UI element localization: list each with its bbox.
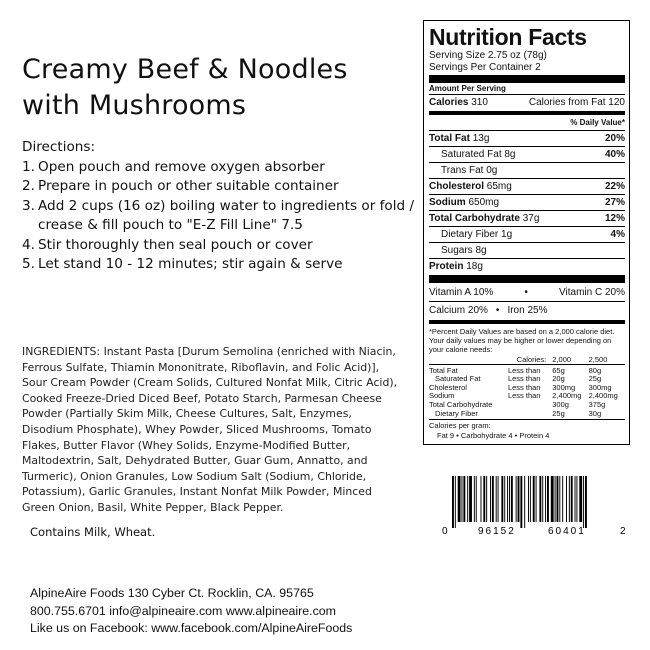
mineral-row [429,302,625,319]
cholesterol-dv: 22% [604,180,625,192]
upc-barcode [440,476,630,536]
saturated-fat-row [429,147,625,162]
dv-row-label: Sodium [429,391,455,401]
direction-step [22,255,422,275]
product-title-line2: with Mushrooms [22,90,247,121]
step-number: 3. [22,197,35,214]
barcode-bar [579,476,582,522]
dv-row-cond: Less than [507,382,541,392]
nutrition-facts-title: Nutrition Facts [429,24,587,50]
barcode-bar [576,476,577,522]
carbohydrate-label: Total Carbohydrate [429,212,520,224]
barcode-bar [509,476,510,522]
dv-row-a: 300mg [552,382,576,392]
servings-per-container: Servings Per Container 2 [429,62,541,73]
serving-size: Serving Size 2.75 oz (78g) [429,50,547,61]
nutrition-facts-panel [423,20,630,445]
directions-heading: Directions: [22,139,96,155]
dv-row-b: 300mg [588,382,612,392]
divider-thick [429,275,625,283]
calcium: Calcium 20% [429,304,488,316]
divider-medium [429,320,625,324]
sugars-label: Sugars [441,244,473,256]
dv-row-a: 65g [552,365,565,375]
barcode-bar [462,476,463,522]
trans-fat-row [429,163,625,178]
direction-step [22,236,422,256]
product-title-line1: Creamy Beef & Noodles [22,54,348,85]
dv-table-header [429,356,625,365]
barcode-bar [542,476,543,522]
dv-row-a: 20g [552,374,565,384]
calories-from-fat: Calories from Fat 120 [528,96,625,108]
vitamin-a: Vitamin A 10% [429,286,494,298]
dv-row-label: Total Carbohydrate [429,399,493,409]
dv-col-2500: 2,500 [588,354,608,364]
calories-label: Calories [429,96,469,108]
sodium-row [429,195,625,210]
barcode-bar [536,476,537,522]
barcode-bar [481,476,482,522]
sodium-amount: 650mg [468,196,500,208]
barcode-bar [474,476,475,522]
barcode-left-digit: 0 [442,526,448,536]
step-text: Stir thoroughly then seal pouch or cover [38,236,313,253]
daily-value-header: % Daily Value* [570,117,625,127]
bullet: • [495,304,500,316]
step-text: Open pouch and remove oxygen absorber [38,158,325,175]
barcode-bar [455,476,456,528]
dv-row-cond: Less than [507,374,541,384]
step-text: Prepare in pouch or other suitable container [38,178,339,194]
barcode-bar [575,476,576,522]
barcode-bar [501,476,503,522]
barcode-bar [562,476,563,522]
dv-row-label: Total Fat [429,365,458,375]
barcode-right-digit: 2 [620,526,626,536]
direction-step [22,158,422,178]
calories-row [429,95,625,110]
divider-thick [429,75,625,83]
barcode-bar [504,476,505,522]
trans-fat-label: Trans Fat [441,164,484,176]
cholesterol-row [429,179,625,194]
trans-fat-amount: 0g [486,164,498,176]
carbohydrate-amount: 37g [522,212,540,224]
footer-contact: 800.755.6701 info@alpineaire.com www.alpineaire.com [30,603,337,618]
barcode-bar [498,476,499,522]
carbohydrate-dv: 12% [604,212,625,224]
barcode-bar [566,476,567,522]
cholesterol-label: Cholesterol [429,180,485,192]
barcode-group1: 96152 [478,526,516,536]
barcode-bar [557,476,559,522]
saturated-fat-label: Saturated Fat [441,148,502,160]
barcode-bar [469,476,472,522]
sodium-dv: 27% [604,196,625,208]
barcode-bar [516,476,517,522]
barcode-bar [490,476,491,522]
calories-per-gram: Fat 9 • Carbohydrate 4 • Protein 4 [437,431,550,441]
fiber-label: Dietary Fiber [441,228,499,240]
dv-row-cond: Less than [507,365,541,375]
step-number: 5. [22,256,35,272]
total-fat-amount: 13g [472,132,490,144]
barcode-bar [559,476,560,522]
total-fat-label: Total Fat [429,132,470,144]
dv-row-a: 2,400mg [552,391,582,401]
protein-amount: 18g [466,260,483,272]
saturated-fat-dv: 40% [604,148,625,160]
barcode-bar [551,476,554,522]
barcode-bar [539,476,541,522]
dv-row-b: 25g [588,374,602,384]
total-fat-dv: 20% [604,132,625,144]
dv-calories-label: Calories: [516,354,547,364]
dv-row-b: 30g [588,408,602,418]
step-text: Let stand 10 - 12 minutes; stir again & serve [38,256,343,272]
ingredients-text: INGREDIENTS: Instant Pasta [Durum Semolina (enriched with Niacin, Ferrous Sulfate, Thiamin Mononitrate, Riboflavin, and Folic Acid)], Sour Cream Powder (Cream Solids, Cultured Nonfat Milk, Citric Acid), Cooked Freeze-Dried Diced Beef, Potato Starch, Parmesan Cheese Powder (Partially Skim Milk, Cheese Cultures, Salt, Enzymes, Disodium Phosphate), Whey Powder, Sliced Mushrooms, Tomato Flakes, Butter Flavor (Whey Solids, Enzyme-Modified Butter, Maltodextrin, Salt, Dehydrated Butter, Guar Gum, Annatto, and Turmeric), Onion Granules, Low Sodium Salt (Sodium, Chloride, Potassium), Garlic Granules, Instant Nonfat Milk Powder, Minced Green Onion, Basil, White Pepper, Black Pepper. [22,345,398,514]
direction-step [22,177,422,197]
barcode-bar [569,476,570,522]
barcode-bar [486,476,487,522]
directions-list [22,158,422,275]
divider-medium [429,111,625,115]
step-text: Add 2 cups (16 oz) boiling water to ingredients or fold / crease & fill pouch to "E-Z Fill Line" 7.5 [38,197,415,233]
barcode-bar [533,476,535,522]
direction-step [22,197,422,236]
dv-row-b: 375g [588,399,606,409]
dv-table-row [429,410,625,419]
dv-col-2000: 2,000 [552,354,572,364]
dv-row-cond [508,401,552,410]
barcode-bar [496,476,497,522]
product-title [22,52,402,124]
barcode-bar [571,476,573,522]
company-footer [30,585,352,638]
dv-row-a: 300g [552,399,569,409]
step-number: 2. [22,178,35,194]
vitamin-row [429,284,625,301]
barcode-bar [483,476,485,522]
barcode-bar [511,476,513,522]
vitamin-c: Vitamin C 20% [559,286,625,298]
footer-facebook: Like us on Facebook: www.facebook.com/AlpineAireFoods [30,621,353,636]
fiber-amount: 1g [501,228,513,240]
barcode-bar [458,476,461,522]
total-fat-row [429,131,625,146]
dv-row-a: 25g [552,408,565,418]
sugars-amount: 8g [475,244,487,256]
barcode-bar [520,476,522,528]
carbohydrate-row [429,211,625,226]
dv-row-label: Dietary Fiber [435,408,478,418]
sugars-row [429,243,625,258]
barcode-bar [518,476,520,522]
barcode-bar [545,476,546,522]
barcode-bar [528,476,529,522]
cholesterol-amount: 65mg [486,180,512,192]
barcode-bar [583,476,584,528]
allergen-statement: Contains Milk, Wheat. [30,525,156,539]
protein-row [429,259,625,274]
directions [22,138,422,275]
sodium-label: Sodium [429,196,466,208]
dv-row-b: 80g [588,365,602,375]
barcode-bar [463,476,465,522]
protein-label: Protein [429,260,464,272]
footer-address: AlpineAire Foods 130 Cyber Ct. Rocklin, CA. 95765 [30,586,314,600]
barcode-bar [476,476,477,522]
barcode-bar [547,476,549,522]
bullet: • [524,286,528,298]
iron: Iron 25% [507,304,548,316]
dv-row-label: Cholesterol [429,382,467,392]
daily-value-table [429,356,625,419]
calories-value: 310 [471,96,488,108]
barcode-group2: 60401 [548,526,586,536]
barcode-bar [452,476,454,528]
barcode-bars [452,476,587,528]
barcode-bar [530,476,531,522]
barcode-bar [492,476,494,522]
fiber-row [429,227,625,242]
step-number: 4. [22,236,35,253]
dv-row-label: Saturated Fat [435,374,481,384]
barcode-bar [507,476,508,522]
step-number: 1. [22,158,35,175]
barcode-bar [467,476,468,522]
dv-footnote: *Percent Daily Values are based on a 2,000 calorie diet. Your daily values may be higher or lower depending on your calorie needs: [429,326,615,354]
amount-per-serving: Amount Per Serving [429,84,506,93]
barcode-bar [524,476,525,528]
fiber-dv: 4% [610,228,625,240]
dv-row-cond: Less than [507,391,541,401]
calories-per-gram-label: Calories per gram: [429,421,491,431]
saturated-fat-amount: 8g [504,148,516,160]
barcode-bar [585,476,587,528]
dv-row-b: 2,400mg [588,391,618,401]
barcode-bar [555,476,556,522]
dv-row-cond [508,410,552,419]
